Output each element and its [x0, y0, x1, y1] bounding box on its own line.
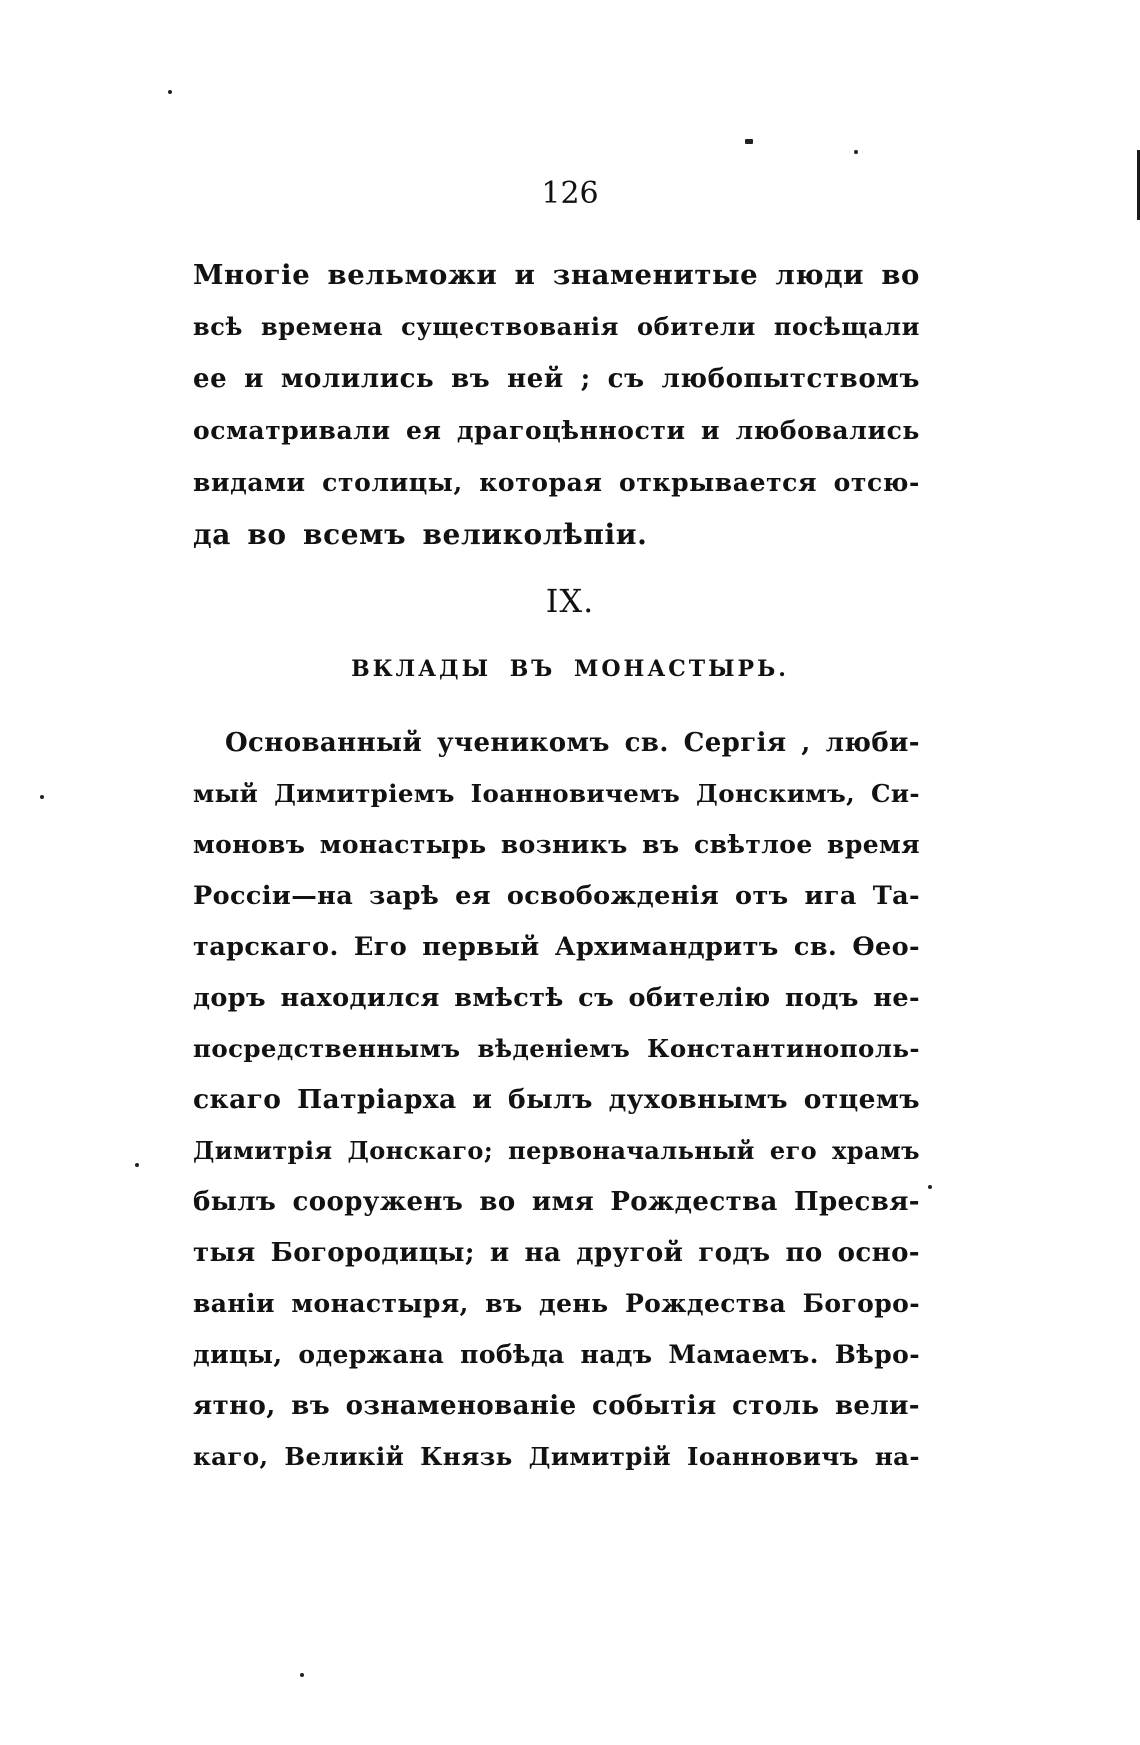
section-number: IX. — [545, 582, 595, 620]
text-line: видами столицы, которая открывается отсю- — [193, 468, 920, 497]
text-line: скаго Патріарха и былъ духовнымъ отцемъ — [193, 1084, 920, 1115]
text-line: ее и молились въ ней ; съ любопытствомъ — [193, 364, 920, 394]
text-line: Россіи—на зарѣ ея освобожденія отъ ига Та- — [193, 881, 920, 911]
text-line: дицы, одержана побѣда надъ Мамаемъ. Вѣро- — [193, 1340, 920, 1369]
text-line: всѣ времена существованія обители посѣщали — [193, 312, 920, 341]
text-line: ваніи монастыря, въ день Рождества Богоро- — [193, 1289, 920, 1318]
text-line: доръ находился вмѣстѣ съ обителію подъ не- — [193, 983, 920, 1013]
text-line: Димитрія Донскаго; первоначальный его храмъ — [193, 1136, 920, 1165]
text-line: Многіе вельможи и знаменитые люди во — [193, 259, 920, 291]
text-line: Основанный ученикомъ св. Сергія , люби- — [225, 728, 920, 758]
text-line: моновъ монастырь возникъ въ свѣтлое время — [193, 830, 920, 859]
text-line: былъ сооруженъ во имя Рождества Пресвя- — [193, 1187, 920, 1217]
print-speck — [40, 795, 44, 799]
print-speck — [300, 1673, 304, 1677]
section-title: ВКЛАДЫ ВЪ МОНАСТЫРЬ. — [351, 656, 789, 682]
text-line: да во всемъ великолѣпіи. — [193, 518, 648, 551]
text-line: тарскаго. Его первый Архимандритъ св. Ѳео- — [193, 932, 920, 962]
print-speck — [745, 139, 753, 144]
text-line: посредственнымъ вѣденіемъ Константинополь- — [193, 1034, 920, 1063]
text-line: осматривали ея драгоцѣнности и любовались — [193, 416, 920, 445]
page-number: 126 — [541, 176, 599, 211]
text-line: тыя Богородицы; и на другой годъ по осно- — [193, 1238, 920, 1268]
text-line: мый Димитріемъ Іоанновичемъ Донскимъ, Си- — [193, 779, 920, 808]
print-speck — [854, 150, 858, 154]
print-speck — [168, 90, 172, 94]
text-line: каго, Великій Князь Димитрій Іоанновичъ на- — [193, 1442, 920, 1471]
text-line: ятно, въ ознаменованіе событія столь вели- — [193, 1391, 920, 1421]
print-speck — [928, 1185, 932, 1189]
print-speck — [135, 1163, 139, 1167]
